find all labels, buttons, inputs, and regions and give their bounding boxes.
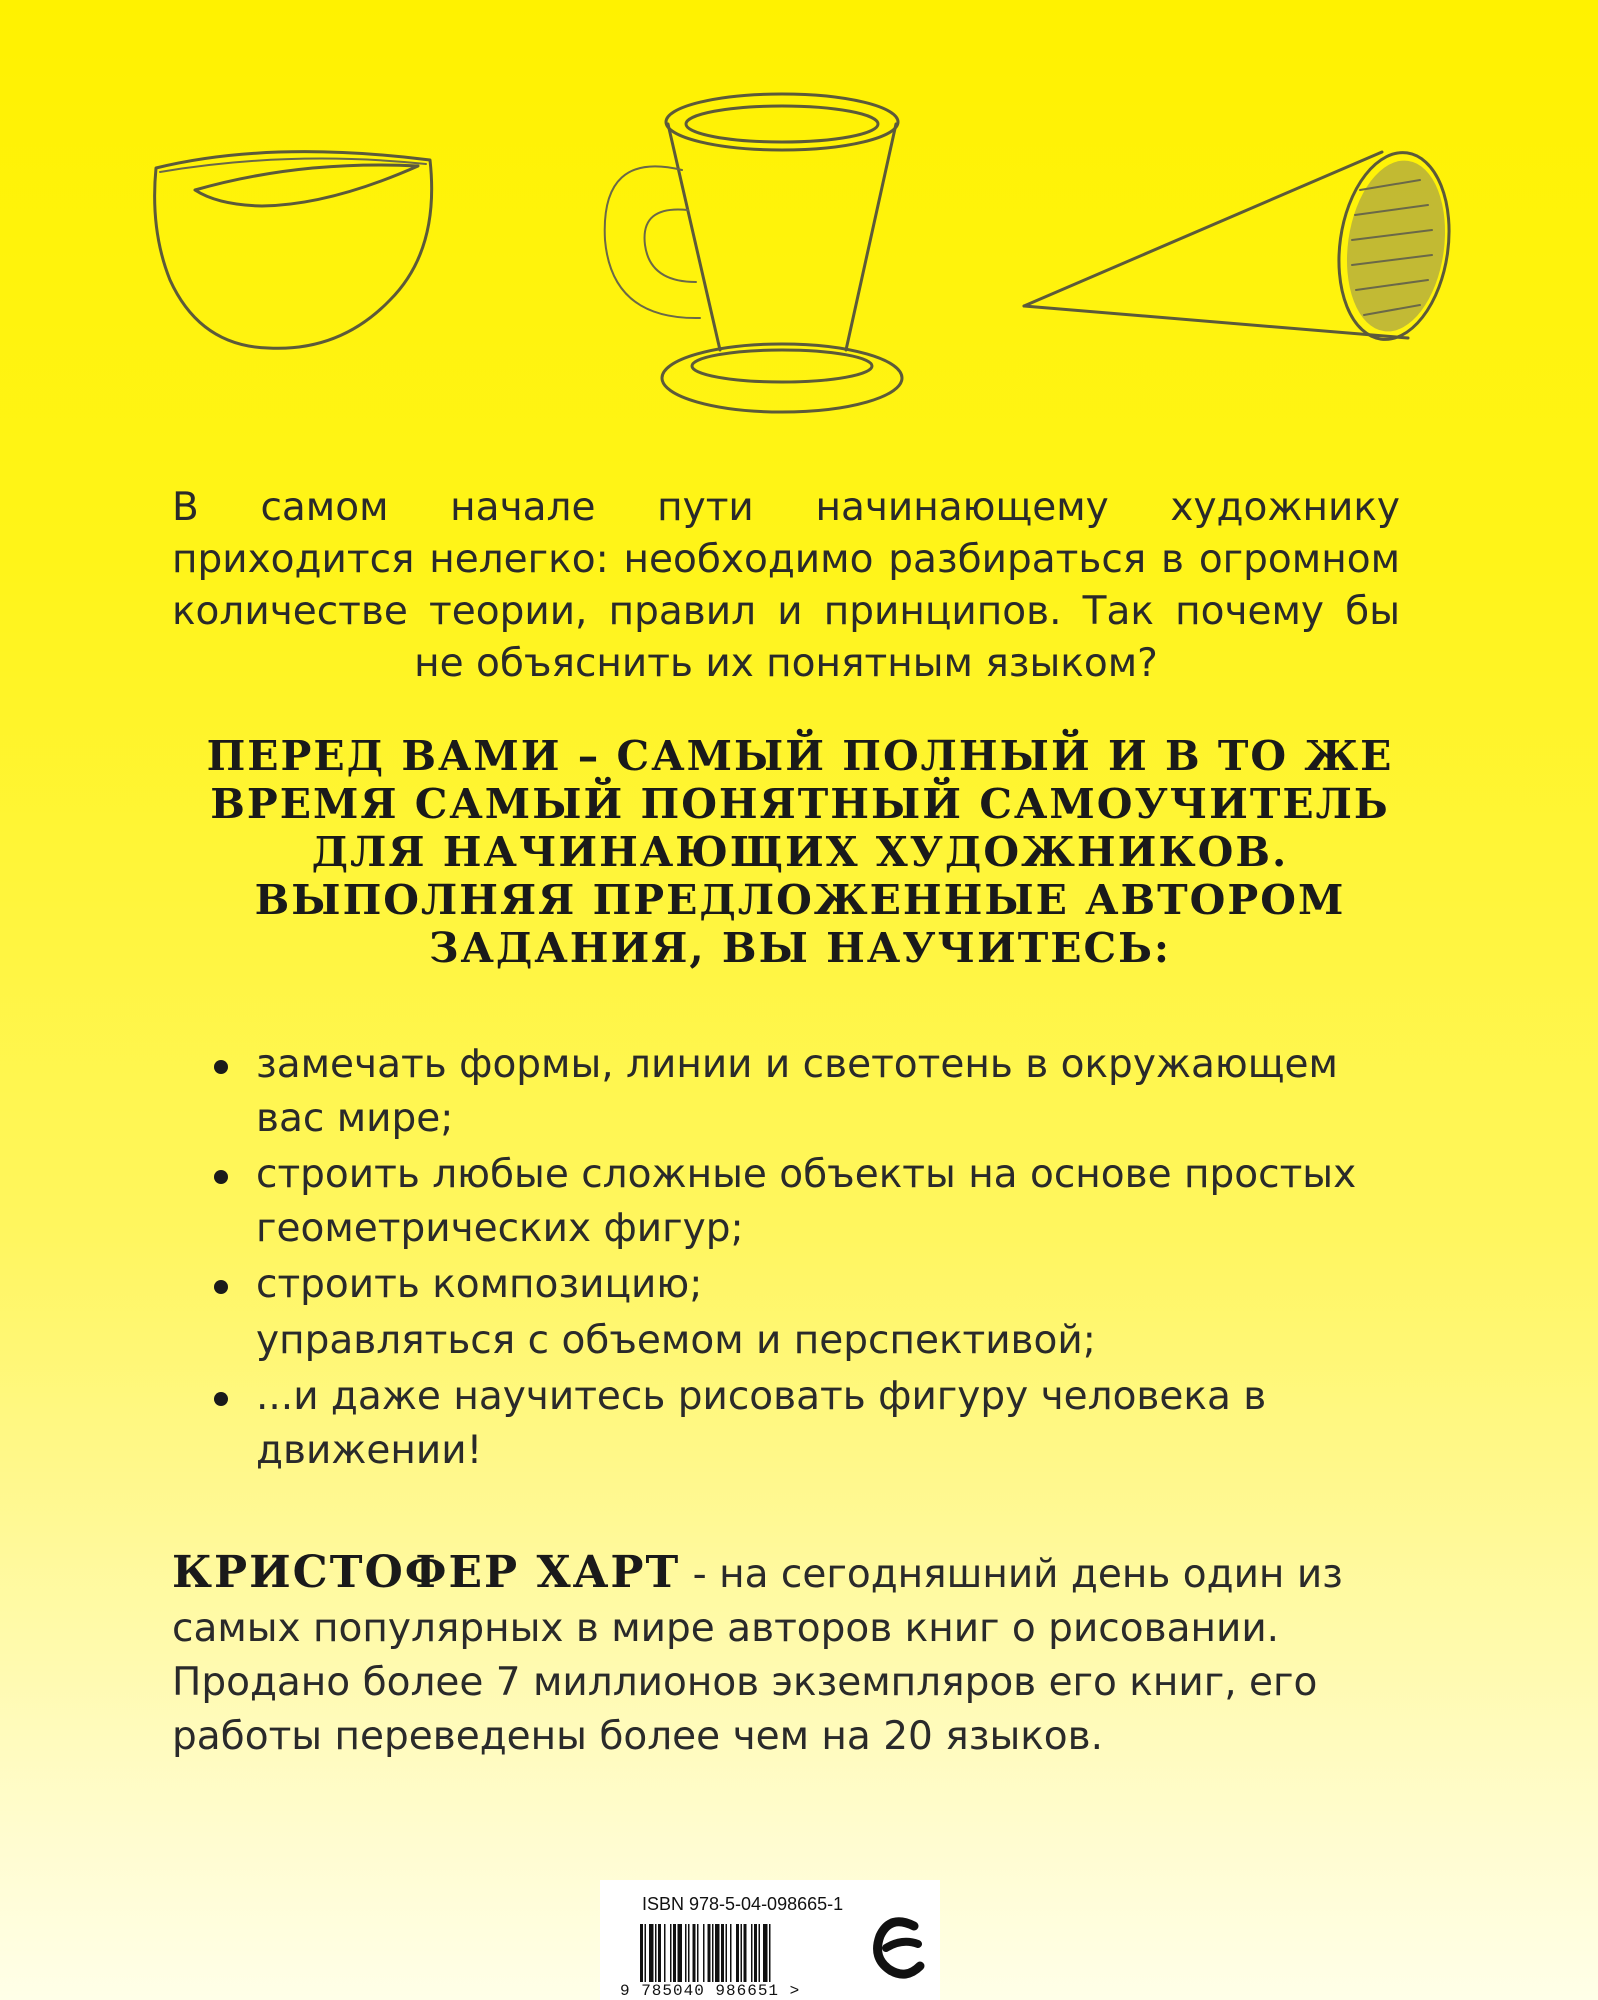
barcode-bar: [763, 1924, 768, 1984]
barcode-bar: [769, 1924, 771, 1984]
bullet-icon: [214, 1280, 228, 1294]
author-name: КРИСТОФЕР ХАРТ: [172, 1547, 681, 1598]
barcode-bar: [649, 1924, 654, 1984]
skills-list: [200, 1038, 1360, 1478]
cone-sketch-icon: [1024, 145, 1461, 346]
barcode-bar: [688, 1924, 690, 1984]
barcode-bar: [741, 1924, 743, 1984]
cup-sketch-icon: [605, 94, 902, 412]
barcode-bar: [751, 1924, 753, 1984]
bullet-icon: [214, 1060, 228, 1074]
intro-paragraph: В самом начале пути начинающему художнику приходится нелегко: необходимо разбираться в огромном количестве теории, правил и принципов. Так почему бы не объяснить их понятным языком?: [172, 485, 1400, 686]
bowl-sketch-icon: [155, 152, 432, 349]
barcode-bar: [678, 1924, 683, 1984]
barcode-bar: [693, 1924, 696, 1984]
headline: ПЕРЕД ВАМИ – САМЫЙ ПОЛНЫЙ И В ТО ЖЕ ВРЕМЯ САМЫЙ ПОНЯТНЫЙ САМОУЧИТЕЛЬ ДЛЯ НАЧИНАЮЩИХ ХУДОЖНИКОВ. ВЫПОЛНЯЯ ПРЕДЛОЖЕННЫЕ АВТОРОМ ЗАДАНИЯ, ВЫ НАУЧИТЕСЬ:: [206, 732, 1394, 972]
bullet-icon: [214, 1170, 228, 1184]
isbn-text: ISBN 978-5-04-098665-1: [642, 1894, 844, 1914]
list-item: строить любые сложные объекты на основе простых геометрических фигур;: [200, 1148, 1360, 1256]
barcode-bar: [726, 1924, 728, 1984]
barcode-bar: [715, 1924, 720, 1984]
barcode-bar: [655, 1924, 657, 1984]
barcode-bar: [736, 1924, 739, 1984]
barcode-block: [600, 1880, 940, 2000]
bullet-icon: [214, 1392, 228, 1406]
barcode-bar: [645, 1924, 647, 1984]
sketch-illustrations: [0, 0, 1598, 440]
list-item: управляться с объемом и перспективой;: [256, 1318, 1096, 1363]
barcode-bar: [712, 1924, 714, 1984]
barcode-bar: [685, 1924, 687, 1984]
list-item: замечать формы, линии и светотень в окружающем вас мире;: [200, 1038, 1360, 1146]
barcode-bar: [708, 1924, 711, 1984]
barcode-bar: [721, 1924, 724, 1984]
barcode-bar: [730, 1924, 732, 1984]
barcode-bar: [658, 1924, 661, 1984]
barcode-bar: [744, 1924, 747, 1984]
barcode-bar: [664, 1924, 666, 1984]
barcode-bar: [670, 1924, 672, 1984]
barcode-bar: [703, 1924, 705, 1984]
barcode-bar: [759, 1924, 761, 1984]
barcode-bar: [640, 1924, 643, 1984]
barcode-bar: [697, 1924, 699, 1984]
barcode-bar: [754, 1924, 757, 1984]
author-bio: - на сегодняшний день один из самых популярных в мире авторов книг о рисовании. Продано более 7 миллионов экземпляров его книг, его работы переведены более чем на 20 языков.: [172, 1552, 1343, 1759]
author-paragraph: [172, 1546, 1412, 1764]
list-item: ...и даже научитесь рисовать фигуру человека в движении!: [200, 1370, 1360, 1478]
publisher-logo-icon: [868, 1908, 930, 1992]
list-item: строить композицию;: [200, 1258, 1360, 1312]
barcode-bar: [673, 1924, 676, 1984]
ean-digits: 9 785040 986651 >: [620, 1982, 801, 2000]
